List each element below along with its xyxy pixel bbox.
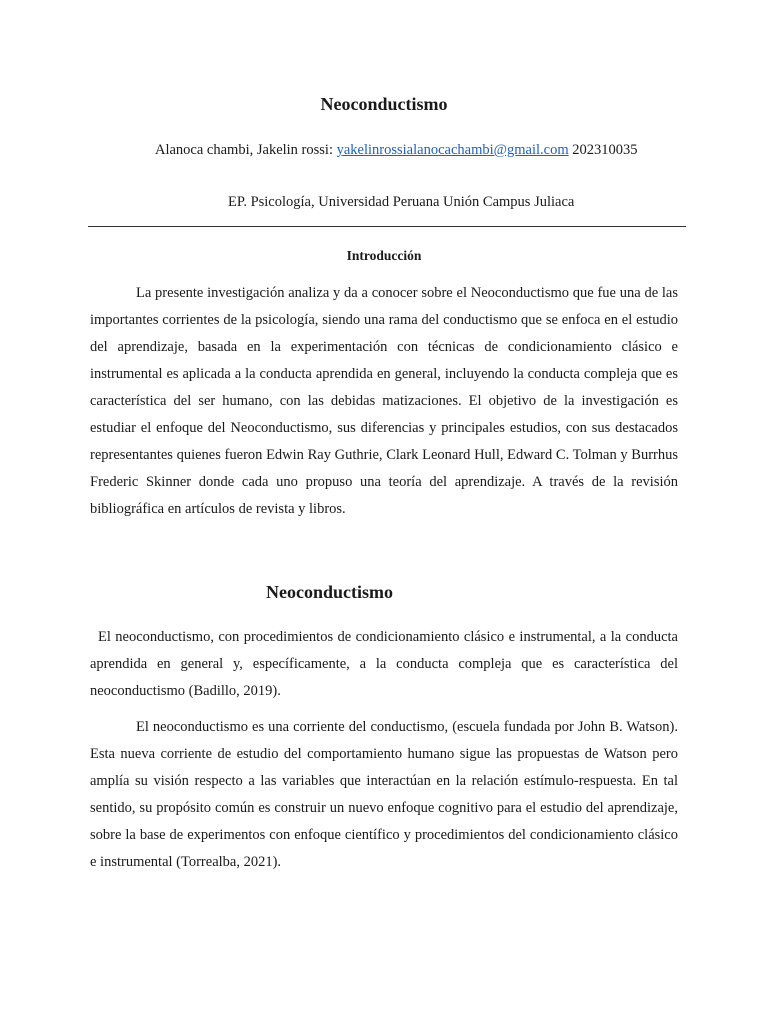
body-paragraph: El neoconductismo es una corriente del conductismo, (escuela fundada por John B. Watson). Esta nueva corriente de estudio del comportamiento humano sigue las propuestas de Watson pero amplía su visión respecto a las variables que interactúan en la relación estímulo-respuesta. En tal sentido, su propósito común es construir un nuevo enfoque cognitivo para el estudio del aprendizaje, sobre la base de experimentos con enfoque científico y procedimientos del condicionamiento clásico e instrumental (Torrealba, 2021). bbox=[90, 719, 678, 870]
intro-heading: Introducción bbox=[346, 248, 422, 263]
author-email-link[interactable]: yakelinrossialanocachambi@gmail.com bbox=[336, 142, 569, 158]
author-name: Alanoca chambi, Jakelin rossi: bbox=[155, 142, 337, 158]
author-code: 202310035 bbox=[568, 142, 638, 158]
body-paragraph: El neoconductismo, con procedimientos de condicionamiento clásico e instrumental, a la conducta aprendida en general y, específicamente, a la conducta compleja que es característica del neoconductismo (Badillo, 2019). bbox=[90, 629, 678, 699]
intro-paragraph: La presente investigación analiza y da a conocer sobre el Neoconductismo que fue una de las importantes corrientes de la psicología, siendo una rama del conductismo que se enfoca en el estudio del aprendizaje, basada en la experimentación con técnicas de condicionamiento clásico e instrumental es aplicada a la conducta aprendida en general, incluyendo la conducta compleja que es característica del ser humano, con las debidas matizaciones. El objetivo de la investigación es estudiar el enfoque del Neoconductismo, sus diferencias y principales estudios, con sus destacados representantes quienes fueron Edwin Ray Guthrie, Clark Leonard Hull, Edward C. Tolman y Burrhus Frederic Skinner donde cada uno propuso una teoría del aprendizaje. A través de la revisión bibliográfica en artículos de revista y libros. bbox=[90, 285, 678, 517]
author-line bbox=[155, 142, 637, 159]
header-divider bbox=[88, 226, 686, 227]
affiliation: EP. Psicología, Universidad Peruana Unión Campus Juliaca bbox=[228, 194, 575, 210]
section-heading: Neoconductismo bbox=[266, 582, 393, 602]
document-title: Neoconductismo bbox=[320, 94, 448, 114]
